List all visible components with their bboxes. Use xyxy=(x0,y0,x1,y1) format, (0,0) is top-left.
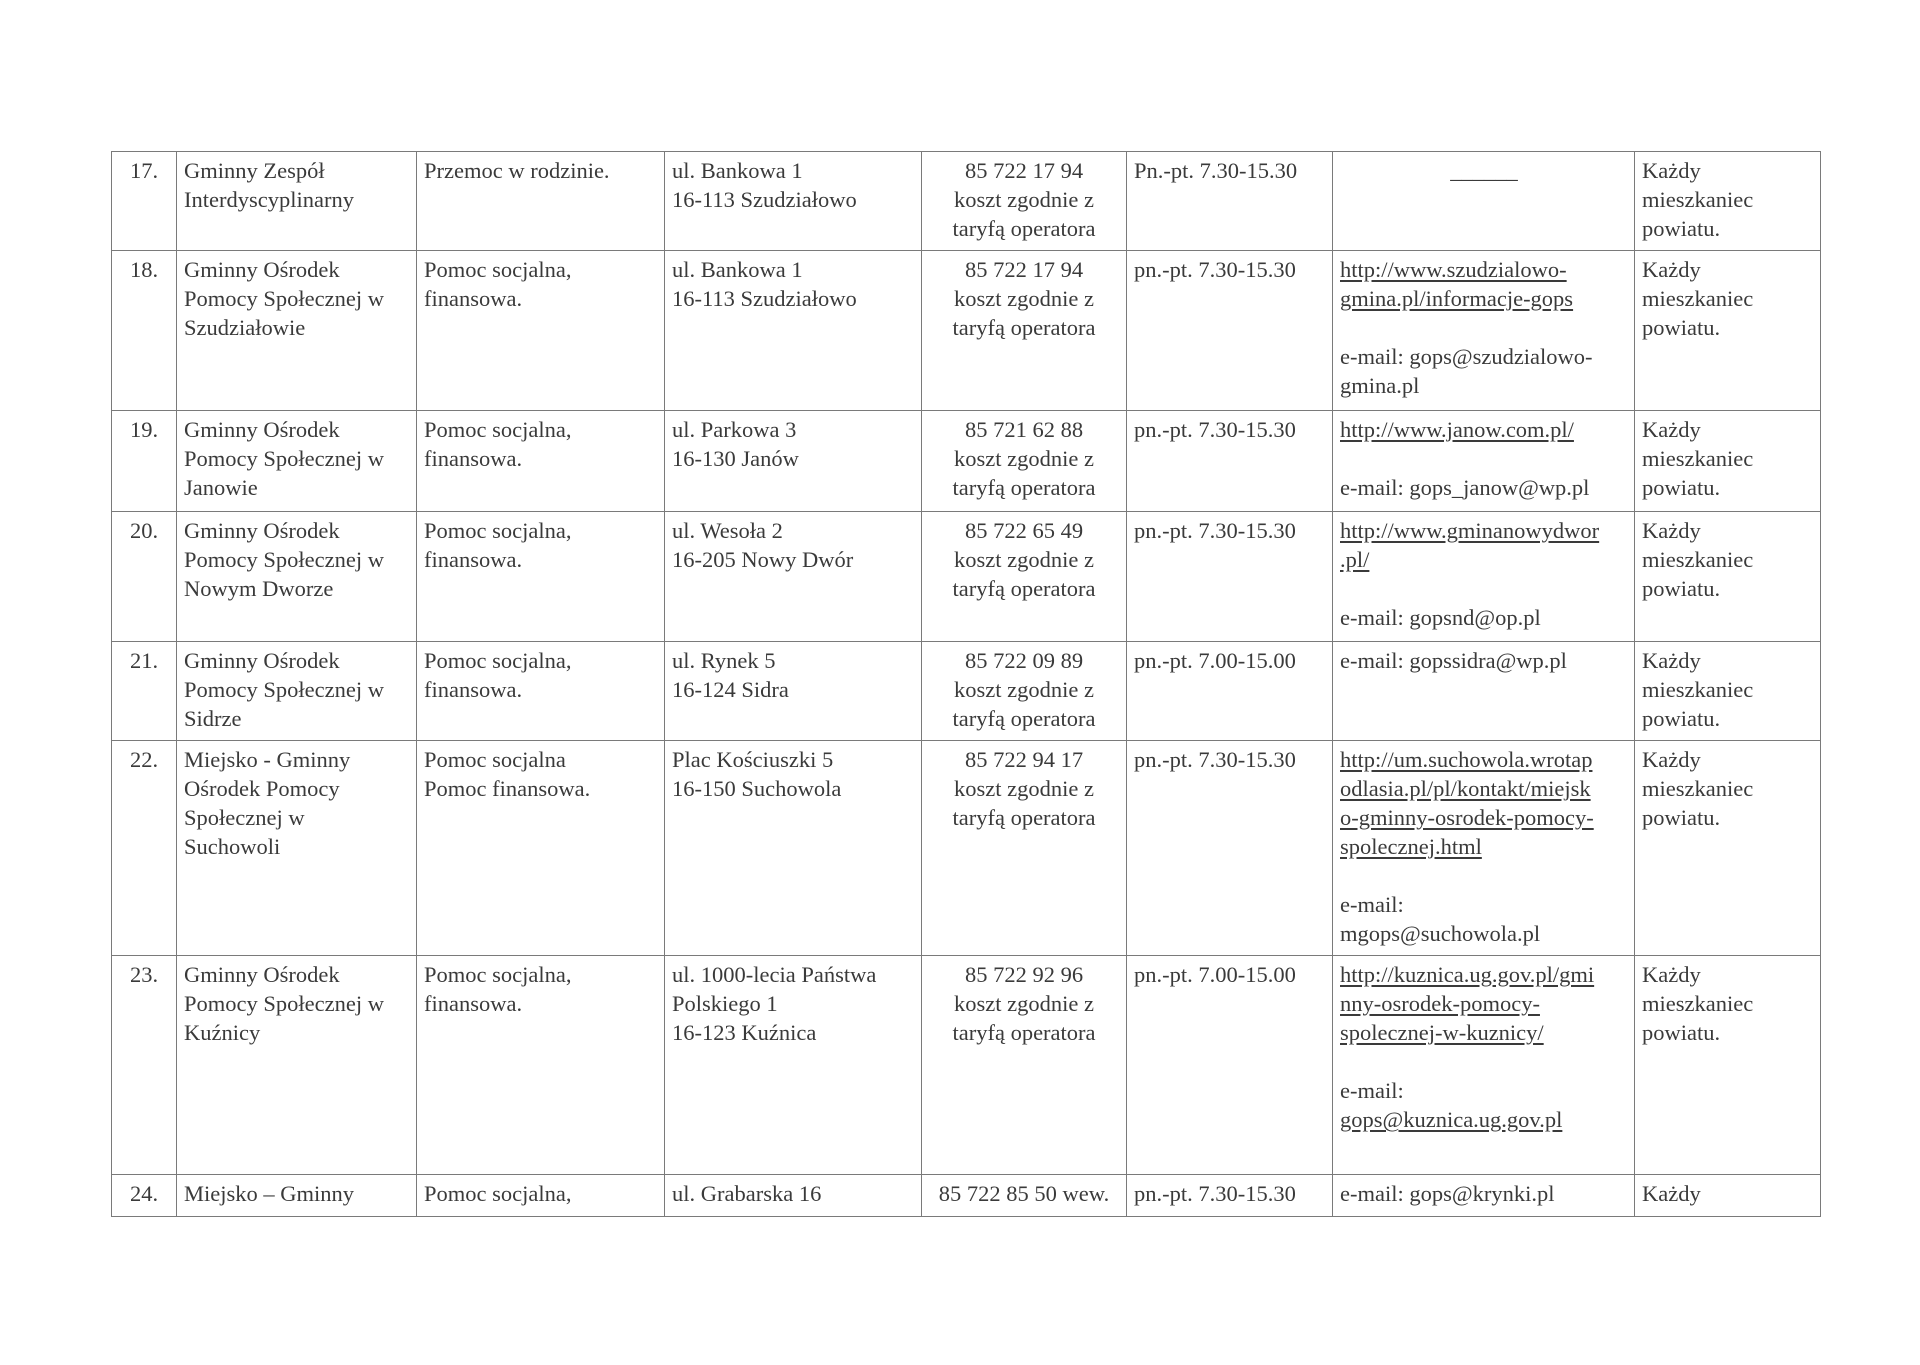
eligibility-line: mieszkaniec xyxy=(1642,547,1754,572)
opening-hours: pn.-pt. 7.00-15.00 xyxy=(1134,648,1296,673)
eligibility-cell xyxy=(1635,152,1821,251)
row-number-cell xyxy=(112,642,177,741)
eligibility-line: Każdy xyxy=(1642,257,1701,282)
phone-line: 85 722 85 50 wew. xyxy=(938,1181,1110,1206)
institution-name-cell xyxy=(177,411,417,512)
table-row xyxy=(112,152,1821,251)
email-line[interactable]: gops@kuznica.ug.gov.pl xyxy=(1340,1107,1563,1132)
phone-line: 85 722 17 94 xyxy=(964,158,1084,183)
eligibility-line: powiatu. xyxy=(1642,216,1721,241)
help-scope-cell xyxy=(417,251,665,411)
institution-name-line: Suchowoli xyxy=(184,834,281,859)
phone-line: taryfą operatora xyxy=(952,805,1096,830)
website-link[interactable]: http://kuznica.ug.gov.pl/gmi xyxy=(1340,962,1595,987)
address-line: ul. Rynek 5 xyxy=(672,648,776,673)
phone-line: 85 722 65 49 xyxy=(964,518,1084,543)
institution-name-line: Nowym Dworze xyxy=(184,576,334,601)
help-scope-line: Pomoc socjalna, xyxy=(424,1181,572,1206)
eligibility-line: mieszkaniec xyxy=(1642,776,1754,801)
spacer xyxy=(1340,313,1628,342)
opening-hours: pn.-pt. 7.30-15.30 xyxy=(1134,257,1296,282)
phone-line: 85 722 17 94 xyxy=(964,257,1084,282)
eligibility-line: mieszkaniec xyxy=(1642,991,1754,1016)
opening-hours-cell xyxy=(1127,411,1333,512)
email-line: e-mail: gopssidra@wp.pl xyxy=(1340,648,1567,673)
opening-hours: pn.-pt. 7.30-15.30 xyxy=(1134,747,1296,772)
phone-line: koszt zgodnie z xyxy=(954,677,1094,702)
opening-hours-cell xyxy=(1127,251,1333,411)
website-link[interactable]: o-gminny-osrodek-pomocy- xyxy=(1340,805,1594,830)
spacer xyxy=(1340,1047,1628,1076)
address-line: 16-130 Janów xyxy=(672,446,799,471)
phone-line: taryfą operatora xyxy=(952,1020,1096,1045)
eligibility-line: powiatu. xyxy=(1642,475,1721,500)
phone-cell xyxy=(922,1175,1127,1217)
table-row xyxy=(112,642,1821,741)
row-number: 21. xyxy=(129,648,159,673)
row-number-cell xyxy=(112,411,177,512)
institution-name-line: Gminny Ośrodek xyxy=(184,962,340,987)
address-line: 16-124 Sidra xyxy=(672,677,789,702)
institution-name-line: Miejsko - Gminny xyxy=(184,747,351,772)
opening-hours-cell xyxy=(1127,1175,1333,1217)
email-line: mgops@suchowola.pl xyxy=(1340,921,1541,946)
eligibility-line: mieszkaniec xyxy=(1642,677,1754,702)
eligibility-cell xyxy=(1635,642,1821,741)
help-scope-line: finansowa. xyxy=(424,286,523,311)
address-cell xyxy=(665,1175,922,1217)
email-line: e-mail: xyxy=(1340,1078,1404,1103)
address-cell xyxy=(665,642,922,741)
address-line: ul. Wesoła 2 xyxy=(672,518,783,543)
phone-cell xyxy=(922,411,1127,512)
help-scope-cell xyxy=(417,152,665,251)
empty-contact-placeholder: ______ xyxy=(1450,158,1518,183)
phone-line: koszt zgodnie z xyxy=(954,187,1094,212)
phone-line: 85 721 62 88 xyxy=(964,417,1084,442)
opening-hours: pn.-pt. 7.30-15.30 xyxy=(1134,417,1296,442)
spacer xyxy=(1340,444,1628,473)
help-scope-line: finansowa. xyxy=(424,991,523,1016)
row-number-cell xyxy=(112,152,177,251)
address-cell xyxy=(665,956,922,1175)
phone-cell xyxy=(922,956,1127,1175)
contact-cell xyxy=(1333,956,1635,1175)
institution-name-line: Społecznej w xyxy=(184,805,305,830)
website-link[interactable]: http://www.janow.com.pl/ xyxy=(1340,417,1574,442)
opening-hours-cell xyxy=(1127,642,1333,741)
eligibility-line: Każdy xyxy=(1642,518,1701,543)
opening-hours-cell xyxy=(1127,512,1333,642)
row-number-cell xyxy=(112,1175,177,1217)
email-line: e-mail: gops@krynki.pl xyxy=(1340,1181,1555,1206)
address-line: 16-123 Kuźnica xyxy=(672,1020,817,1045)
address-cell xyxy=(665,152,922,251)
contact-cell xyxy=(1333,251,1635,411)
contact-cell xyxy=(1333,512,1635,642)
contact-cell xyxy=(1333,1175,1635,1217)
help-scope-cell xyxy=(417,411,665,512)
institution-name-line: Gminny Ośrodek xyxy=(184,417,340,442)
help-scope-line: Pomoc finansowa. xyxy=(424,776,591,801)
institution-name-line: Ośrodek Pomocy xyxy=(184,776,340,801)
institution-name-line: Sidrze xyxy=(184,706,242,731)
institution-name-cell xyxy=(177,1175,417,1217)
website-link[interactable]: nny-osrodek-pomocy- xyxy=(1340,991,1540,1016)
institution-name-line: Pomocy Społecznej w xyxy=(184,991,384,1016)
website-link[interactable]: spolecznej-w-kuznicy/ xyxy=(1340,1020,1544,1045)
contact-cell xyxy=(1333,152,1635,251)
eligibility-cell xyxy=(1635,512,1821,642)
table-row xyxy=(112,512,1821,642)
institution-name-line: Janowie xyxy=(184,475,258,500)
row-number-cell xyxy=(112,251,177,411)
institution-name-line: Miejsko – Gminny xyxy=(184,1181,355,1206)
row-number-cell xyxy=(112,512,177,642)
institution-name-cell xyxy=(177,512,417,642)
institution-name-line: Gminny Zespół xyxy=(184,158,325,183)
eligibility-line: powiatu. xyxy=(1642,315,1721,340)
institution-name-cell xyxy=(177,251,417,411)
eligibility-cell xyxy=(1635,956,1821,1175)
address-cell xyxy=(665,741,922,956)
institution-name-line: Pomocy Społecznej w xyxy=(184,446,384,471)
table-row xyxy=(112,956,1821,1175)
opening-hours: Pn.-pt. 7.30-15.30 xyxy=(1134,158,1298,183)
row-number: 23. xyxy=(129,962,159,987)
table-body xyxy=(112,152,1821,1217)
email-line: e-mail: gops@szudzialowo- xyxy=(1340,344,1593,369)
website-link[interactable]: spolecznej.html xyxy=(1340,834,1482,859)
phone-cell xyxy=(922,642,1127,741)
phone-line: 85 722 92 96 xyxy=(964,962,1084,987)
eligibility-line: Każdy xyxy=(1642,747,1701,772)
help-scope-cell xyxy=(417,642,665,741)
eligibility-line: powiatu. xyxy=(1642,576,1721,601)
phone-line: 85 722 09 89 xyxy=(964,648,1084,673)
row-number-cell xyxy=(112,741,177,956)
institution-name-cell xyxy=(177,642,417,741)
row-number: 19. xyxy=(129,417,159,442)
opening-hours: pn.-pt. 7.30-15.30 xyxy=(1134,1181,1296,1206)
phone-line: koszt zgodnie z xyxy=(954,991,1094,1016)
eligibility-line: mieszkaniec xyxy=(1642,286,1754,311)
address-line: ul. 1000-lecia Państwa xyxy=(672,962,877,987)
eligibility-line: Każdy xyxy=(1642,158,1701,183)
eligibility-cell xyxy=(1635,1175,1821,1217)
phone-cell xyxy=(922,152,1127,251)
address-line: 16-113 Szudziałowo xyxy=(672,286,857,311)
phone-line: koszt zgodnie z xyxy=(954,776,1094,801)
eligibility-line: Każdy xyxy=(1642,962,1701,987)
eligibility-line: Każdy xyxy=(1642,648,1701,673)
help-scope-line: Pomoc socjalna xyxy=(424,747,566,772)
institution-name-cell xyxy=(177,741,417,956)
address-line: ul. Bankowa 1 xyxy=(672,158,803,183)
help-scope-line: Pomoc socjalna, xyxy=(424,962,572,987)
address-cell xyxy=(665,512,922,642)
email-line: e-mail: gops_janow@wp.pl xyxy=(1340,475,1590,500)
website-link[interactable]: http://um.suchowola.wrotap xyxy=(1340,747,1593,772)
help-scope-cell xyxy=(417,1175,665,1217)
address-line: Plac Kościuszki 5 xyxy=(672,747,834,772)
institution-name-line: Szudziałowie xyxy=(184,315,306,340)
opening-hours-cell xyxy=(1127,741,1333,956)
institution-name-line: Gminny Ośrodek xyxy=(184,257,340,282)
email-line: e-mail: xyxy=(1340,892,1404,917)
eligibility-line: mieszkaniec xyxy=(1642,446,1754,471)
help-scope-line: Pomoc socjalna, xyxy=(424,417,572,442)
phone-line: 85 722 94 17 xyxy=(964,747,1084,772)
row-number-cell xyxy=(112,956,177,1175)
contact-cell xyxy=(1333,741,1635,956)
row-number: 17. xyxy=(129,158,159,183)
table-row xyxy=(112,1175,1821,1217)
help-scope-line: Pomoc socjalna, xyxy=(424,257,572,282)
help-scope-line: Pomoc socjalna, xyxy=(424,518,572,543)
address-line: ul. Grabarska 16 xyxy=(672,1181,822,1206)
opening-hours-cell xyxy=(1127,152,1333,251)
website-link[interactable]: odlasia.pl/pl/kontakt/miejsk xyxy=(1340,776,1591,801)
help-scope-cell xyxy=(417,741,665,956)
address-cell xyxy=(665,411,922,512)
eligibility-line: powiatu. xyxy=(1642,1020,1721,1045)
eligibility-cell xyxy=(1635,411,1821,512)
table-row xyxy=(112,251,1821,411)
website-link[interactable]: .pl/ xyxy=(1340,547,1370,572)
eligibility-cell xyxy=(1635,251,1821,411)
website-link[interactable]: http://www.szudzialowo- xyxy=(1340,257,1567,282)
address-line: ul. Bankowa 1 xyxy=(672,257,803,282)
eligibility-line: mieszkaniec xyxy=(1642,187,1754,212)
institution-name-line: Gminny Ośrodek xyxy=(184,518,340,543)
address-line: 16-150 Suchowola xyxy=(672,776,842,801)
help-scope-line: Przemoc w rodzinie. xyxy=(424,158,610,183)
address-line: 16-205 Nowy Dwór xyxy=(672,547,854,572)
institution-name-line: Interdyscyplinarny xyxy=(184,187,354,212)
help-scope-line: finansowa. xyxy=(424,547,523,572)
email-line: e-mail: gopsnd@op.pl xyxy=(1340,605,1541,630)
website-link[interactable]: gmina.pl/informacje-gops xyxy=(1340,286,1574,311)
institution-name-line: Pomocy Społecznej w xyxy=(184,547,384,572)
institution-name-line: Pomocy Społecznej w xyxy=(184,286,384,311)
table-row xyxy=(112,411,1821,512)
eligibility-line: powiatu. xyxy=(1642,805,1721,830)
eligibility-line: Każdy xyxy=(1642,417,1701,442)
email-line: gmina.pl xyxy=(1340,373,1420,398)
help-scope-cell xyxy=(417,956,665,1175)
address-cell xyxy=(665,251,922,411)
row-number: 22. xyxy=(129,747,159,772)
opening-hours-cell xyxy=(1127,956,1333,1175)
address-line: 16-113 Szudziałowo xyxy=(672,187,857,212)
institution-name-line: Gminny Ośrodek xyxy=(184,648,340,673)
phone-line: koszt zgodnie z xyxy=(954,547,1094,572)
phone-line: taryfą operatora xyxy=(952,576,1096,601)
phone-line: taryfą operatora xyxy=(952,315,1096,340)
institution-name-line: Kuźnicy xyxy=(184,1020,261,1045)
institutions-table xyxy=(111,151,1821,1217)
phone-line: koszt zgodnie z xyxy=(954,446,1094,471)
contact-cell xyxy=(1333,642,1635,741)
phone-line: koszt zgodnie z xyxy=(954,286,1094,311)
website-link[interactable]: http://www.gminanowydwor xyxy=(1340,518,1600,543)
institution-name-cell xyxy=(177,152,417,251)
phone-line: taryfą operatora xyxy=(952,475,1096,500)
help-scope-line: Pomoc socjalna, xyxy=(424,648,572,673)
table-row xyxy=(112,741,1821,956)
row-number: 18. xyxy=(129,257,159,282)
phone-cell xyxy=(922,741,1127,956)
help-scope-cell xyxy=(417,512,665,642)
phone-cell xyxy=(922,512,1127,642)
help-scope-line: finansowa. xyxy=(424,677,523,702)
phone-line: taryfą operatora xyxy=(952,216,1096,241)
address-line: ul. Parkowa 3 xyxy=(672,417,797,442)
institution-name-line: Pomocy Społecznej w xyxy=(184,677,384,702)
opening-hours: pn.-pt. 7.00-15.00 xyxy=(1134,962,1296,987)
row-number: 24. xyxy=(129,1181,159,1206)
phone-cell xyxy=(922,251,1127,411)
spacer xyxy=(1340,861,1628,890)
opening-hours: pn.-pt. 7.30-15.30 xyxy=(1134,518,1296,543)
row-number: 20. xyxy=(129,518,159,543)
eligibility-cell xyxy=(1635,741,1821,956)
contact-cell xyxy=(1333,411,1635,512)
institution-name-cell xyxy=(177,956,417,1175)
help-scope-line: finansowa. xyxy=(424,446,523,471)
spacer xyxy=(1340,574,1628,603)
eligibility-line: powiatu. xyxy=(1642,706,1721,731)
address-line: Polskiego 1 xyxy=(672,991,778,1016)
phone-line: taryfą operatora xyxy=(952,706,1096,731)
eligibility-line: Każdy xyxy=(1642,1181,1701,1206)
